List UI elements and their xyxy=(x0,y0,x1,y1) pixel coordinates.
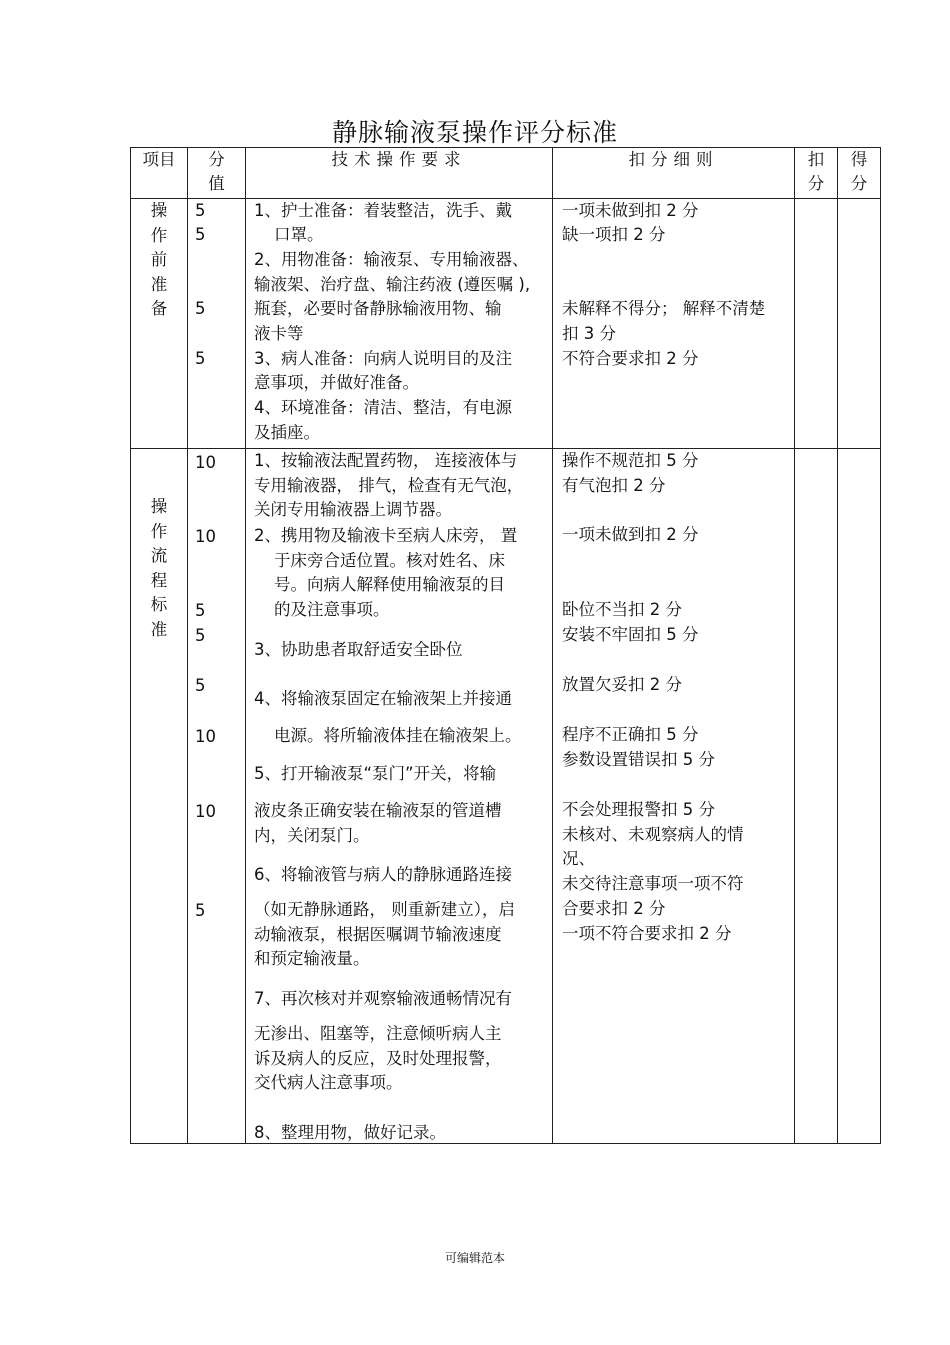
header-earned-line1: 得 xyxy=(850,150,868,169)
requirement-line: 口罩。 xyxy=(274,225,324,244)
deduction-line: 不符合要求扣 2 分 xyxy=(562,349,699,368)
deduction-line: 缺一项扣 2 分 xyxy=(562,225,666,244)
footer-note: 可编辑范本 xyxy=(444,1251,505,1265)
requirement-line: 的及注意事项。 xyxy=(274,600,390,619)
score-value: 5 xyxy=(195,601,206,620)
section1-scores xyxy=(188,199,246,449)
requirement-line: 意事项，并做好准备。 xyxy=(254,373,419,392)
deduction-line: 参数设置错误扣 5 分 xyxy=(562,750,715,769)
requirement-line: 8、整理用物，做好记录。 xyxy=(254,1123,446,1142)
section2-category-char: 操 xyxy=(150,497,168,516)
requirement-line: 液皮条正确安装在输液泵的管道槽 xyxy=(254,801,502,820)
deduction-line: 不会处理报警扣 5 分 xyxy=(562,800,715,819)
deduction-line: 合要求扣 2 分 xyxy=(562,899,666,918)
section1-deduct-cell[interactable] xyxy=(795,199,838,449)
score-value: 5 xyxy=(195,349,206,368)
score-value: 5 xyxy=(195,626,206,645)
deduction-line: 安装不牢固扣 5 分 xyxy=(562,625,699,644)
requirement-line: 2、携用物及输液卡至病人床旁， 置 xyxy=(254,526,518,545)
deduction-line: 一项未做到扣 2 分 xyxy=(562,201,699,220)
score-value: 10 xyxy=(195,727,216,746)
header-row xyxy=(131,148,881,199)
section2-category-char: 流 xyxy=(150,546,168,565)
requirement-line: 4、环境准备：清洁、整洁，有电源 xyxy=(254,398,512,417)
header-score-line1: 分 xyxy=(208,150,225,169)
deduction-line: 未解释不得分； 解释不清楚 xyxy=(562,299,766,318)
section1-category xyxy=(131,199,188,449)
section2-category xyxy=(131,449,188,1144)
deduction-line: 程序不正确扣 5 分 xyxy=(562,725,699,744)
section2-category-char: 作 xyxy=(150,521,168,541)
deduction-line: 况、 xyxy=(562,849,595,868)
requirement-line: 动输液泵，根据医嘱调节输液速度 xyxy=(254,925,502,944)
deduction-line: 扣 3 分 xyxy=(562,324,616,343)
requirement-line: 3、协助患者取舒适安全卧位 xyxy=(254,640,463,659)
requirement-line: 5、打开输液泵“泵门”开关，将输 xyxy=(254,764,497,783)
section1-category-char: 准 xyxy=(150,274,168,294)
header-earned-line2: 分 xyxy=(850,173,868,193)
section1-earned-cell[interactable] xyxy=(838,199,881,449)
requirement-line: 专用输液器， 排气，检查有无气泡， xyxy=(254,476,524,495)
deduction-line: 一项不符合要求扣 2 分 xyxy=(562,924,732,943)
deduction-line: 有气泡扣 2 分 xyxy=(562,476,666,495)
score-value: 5 xyxy=(195,676,206,695)
header-score-line2: 值 xyxy=(208,173,225,193)
requirement-line: 4、将输液泵固定在输液架上并接通 xyxy=(254,689,512,708)
section-procedure xyxy=(131,449,881,1144)
requirement-line: 电源。将所输液体挂在输液架上。 xyxy=(274,726,522,745)
score-value: 10 xyxy=(195,453,216,472)
requirement-line: 瓶套，必要时备静脉输液用物、输 xyxy=(254,299,502,318)
section1-category-char: 操 xyxy=(150,201,168,220)
score-value: 5 xyxy=(195,901,206,920)
requirement-line: 液卡等 xyxy=(254,324,304,343)
header-score xyxy=(188,148,246,199)
header-earned xyxy=(838,148,881,199)
section2-requirements xyxy=(246,449,553,1144)
header-deduct-line1: 扣 xyxy=(807,150,825,169)
requirement-line: 无渗出、阻塞等，注意倾听病人主 xyxy=(254,1024,502,1043)
deduction-line: 未交待注意事项一项不符 xyxy=(562,874,744,893)
header-deduct xyxy=(795,148,838,199)
section1-category-char: 前 xyxy=(150,250,168,269)
requirement-line: 内，关闭泵门。 xyxy=(254,826,370,845)
requirement-line: 诉及病人的反应，及时处理报警， xyxy=(254,1049,502,1068)
section2-category-char: 程 xyxy=(150,570,168,590)
deduction-line: 操作不规范扣 5 分 xyxy=(562,451,699,470)
scoring-table xyxy=(130,147,881,1144)
score-value: 5 xyxy=(195,225,206,244)
score-value: 10 xyxy=(195,802,216,821)
requirement-line: 交代病人注意事项。 xyxy=(254,1073,403,1092)
requirement-line: 6、将输液管与病人的静脉通路连接 xyxy=(254,865,512,884)
requirement-line: 和预定输液量。 xyxy=(254,949,370,968)
section-preparation xyxy=(131,199,881,449)
requirement-line: 1、护士准备：着装整洁，洗手、戴 xyxy=(254,201,512,220)
deduction-line: 未核对、未观察病人的情 xyxy=(562,825,744,844)
requirement-line: 1、按输液法配置药物， 连接液体与 xyxy=(254,451,518,470)
requirement-line: 7、再次核对并观察输液通畅情况有 xyxy=(254,989,512,1008)
deduction-line: 放置欠妥扣 2 分 xyxy=(562,675,682,694)
requirement-line: 3、病人准备：向病人说明目的及注 xyxy=(254,349,512,368)
score-value: 5 xyxy=(195,201,206,220)
requirement-line: （如无静脉通路， 则重新建立），启 xyxy=(254,900,515,919)
score-value: 5 xyxy=(195,299,206,318)
deduction-line: 卧位不当扣 2 分 xyxy=(562,600,682,619)
requirement-line: 关闭专用输液器上调节器。 xyxy=(254,500,452,519)
section1-requirements xyxy=(246,199,553,449)
requirement-line: 2、用物准备：输液泵、专用输液器、 xyxy=(254,250,529,269)
page-title: 静脉输液泵操作评分标准 xyxy=(331,118,618,147)
section2-deductions xyxy=(553,449,795,1144)
deduction-line: 一项未做到扣 2 分 xyxy=(562,525,699,544)
header-item: 项目 xyxy=(131,148,188,199)
section2-deduct-cell[interactable] xyxy=(795,449,838,1144)
requirement-line: 于床旁合适位置。核对姓名、床 xyxy=(274,551,505,570)
section2-earned-cell[interactable] xyxy=(838,449,881,1144)
requirement-line: 号。向病人解释使用输液泵的目 xyxy=(274,575,505,594)
section2-scores xyxy=(188,449,246,1144)
header-deduct-line2: 分 xyxy=(807,173,825,193)
requirement-line: 输液架、治疗盘、输注药液 (遵医嘱 ), xyxy=(254,275,531,294)
section1-deductions xyxy=(553,199,795,449)
header-requirements: 技术操作要求 xyxy=(246,148,553,199)
section1-category-char: 作 xyxy=(150,225,168,245)
section2-category-char: 准 xyxy=(150,619,168,639)
requirement-line: 及插座。 xyxy=(254,423,320,442)
score-value: 10 xyxy=(195,527,216,546)
section2-category-char: 标 xyxy=(150,595,168,614)
header-deduction-detail: 扣分细则 xyxy=(553,148,795,199)
section1-category-char: 备 xyxy=(150,299,168,318)
